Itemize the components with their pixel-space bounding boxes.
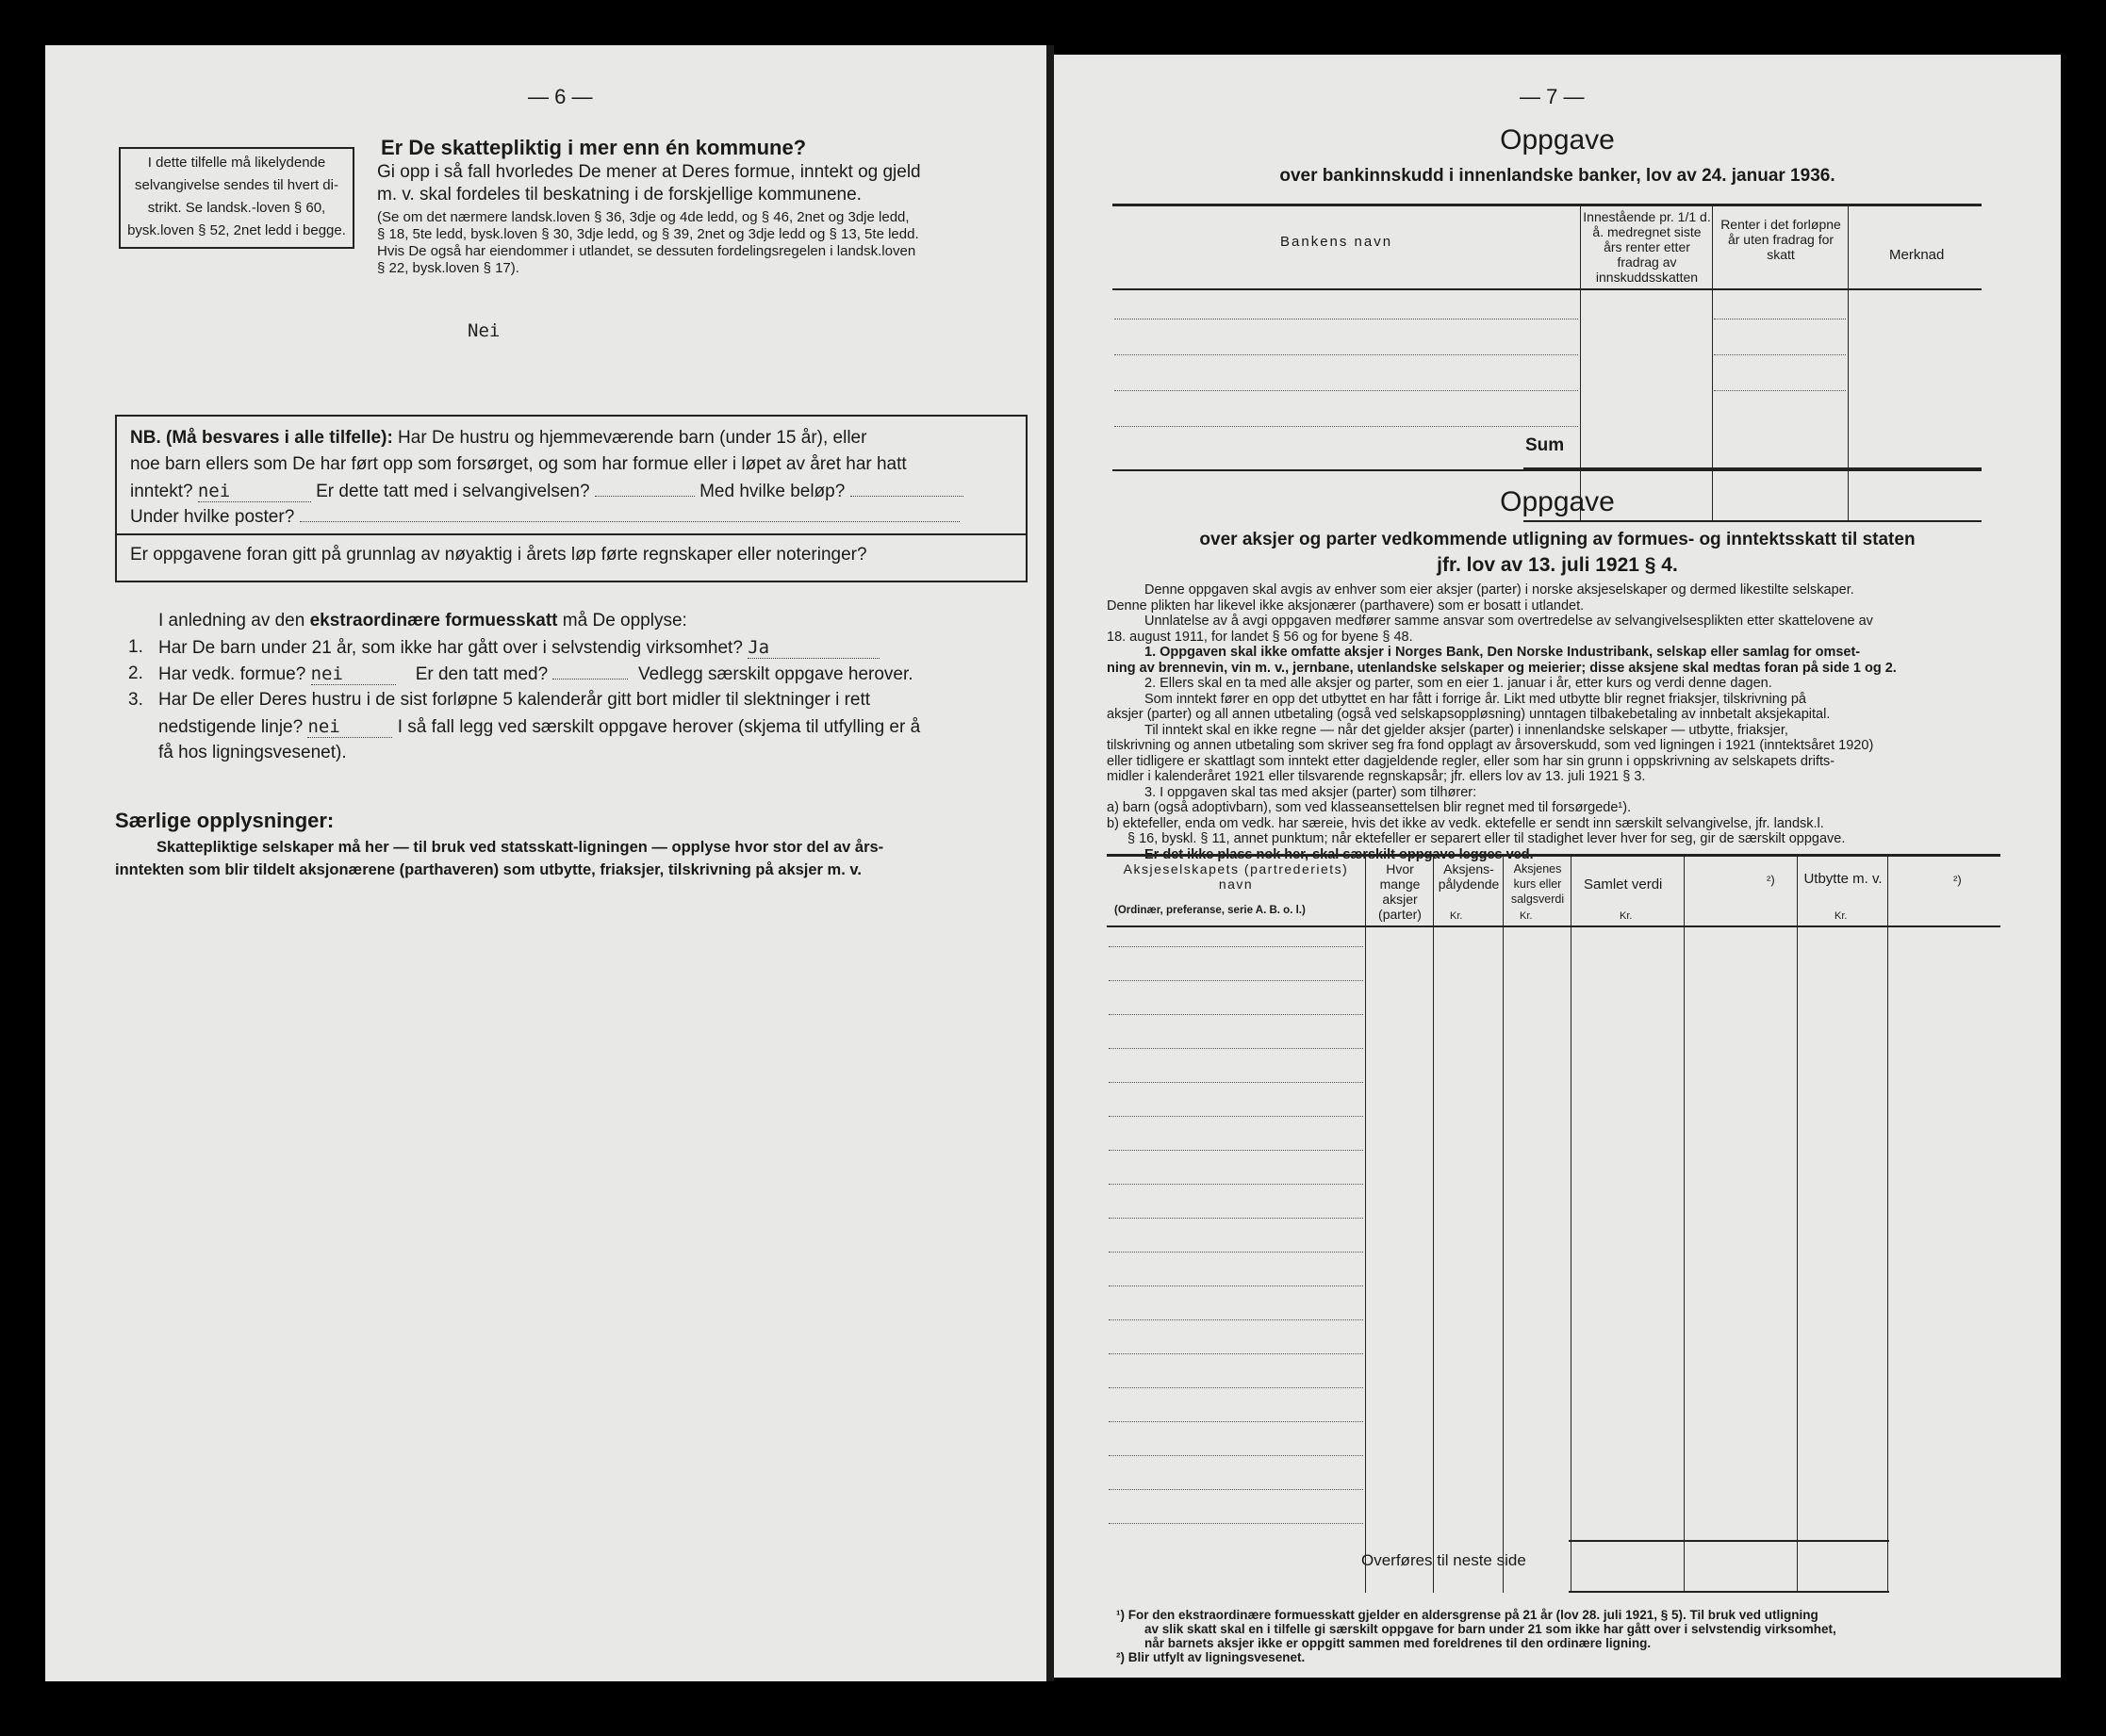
oppgave1-title: Oppgave: [1500, 124, 1615, 156]
saerlige-line: Skattepliktige selskaper må her — til bruk ved statsskatt-ligningen — opplyse hvor stor del av års-: [156, 839, 884, 856]
kr-label: Kr.: [1620, 910, 1633, 922]
text-line: Denne oppgaven skal avgis av enhver som eier aksjer (parter) i norske aksjeselskaper og dermed likestilte selskaper.: [1144, 582, 1854, 598]
col-footnote-2b: ²): [1953, 873, 1962, 887]
bank-sum-label: Sum: [1525, 435, 1565, 455]
text-line: eller tidligere er skattlagt som inntekt etter dagjeldende regler, eller som har sin grunn i oppskrivning av selskapets drifts-: [1107, 753, 1835, 769]
right-page: [1054, 55, 2061, 1678]
saerlige-title: Særlige opplysninger:: [115, 809, 335, 832]
nb-line1: Har De hustru og hjemmeværende barn (under 15 år), eller: [398, 428, 867, 448]
col-innestaende: Innestående pr. 1/1 d. å. medregnet siste års renter etter fradrag av innskuddsskatten: [1583, 209, 1711, 285]
item3-answer: nei: [307, 716, 392, 738]
aksje-row-line: [1109, 1048, 1363, 1049]
col-bankens-navn: Bankens navn: [1280, 234, 1393, 250]
text-line: b) ektefeller, enda om vedk. har særeie, hvis det ikke av vedk. ektefelle er sendt inn særskilt selvangivelse, jfr. landsk.l.: [1107, 815, 1824, 831]
nb-belop: Med hvilke beløp?: [699, 482, 846, 501]
text-line: 1. Oppgaven skal ikke omfatte aksjer i Norges Bank, Den Norske Industribank, selskap eller samlag for omset-: [1144, 645, 1861, 660]
text-line: § 16, byskl. § 11, annet punktum; når ektefeller er separert eller til stadighet lever hver for seg, gir de særskilt oppgave.: [1127, 831, 1846, 846]
item2-text-c: Vedlegg særskilt oppgave herover.: [638, 664, 913, 684]
text-line: aksjer (parter) og all annen utbetaling (også ved selskapsoppløsning) unntagen tilbakebetaling av innbetalt aksjekapital.: [1107, 707, 1831, 722]
question-small: § 22, bysk.loven § 17).: [377, 260, 519, 276]
bank-header-line: [1112, 288, 1982, 290]
aksje-col-line: [1365, 856, 1366, 1593]
aksje-row-line: [1109, 946, 1363, 947]
aksje-row-line: [1109, 1455, 1363, 1456]
item3-text-a: Har De eller Deres hustru i de sist forløpne 5 kalenderår gitt bort midler til slektninger i rett: [158, 690, 871, 710]
col-utbytte: Utbytte m. v.: [1803, 871, 1883, 887]
nb-question2: Er oppgavene foran gitt på grunnlag av nøyaktig i årets løp førte regnskaper eller noteringer?: [130, 545, 867, 565]
aksje-row-line: [1109, 1387, 1363, 1388]
nb-poster: Under hvilke poster?: [130, 507, 295, 527]
text-line: Unnlatelse av å avgi oppgaven medfører samme ansvar som overtredelse av selvangivelsesplikten etter skattelovene av: [1144, 614, 1873, 629]
nb-inntekt-answer: nei: [198, 481, 311, 502]
text-line: tilskrivning og annen utbetaling som skriver seg fra fond opplagt av årsoverskudd, som ved ligningen i 1921 (inntektsåret 1920): [1107, 738, 1874, 753]
nb-tatt-med: Er dette tatt med i selvangivelsen?: [316, 482, 590, 501]
aksje-row-line: [1109, 1421, 1363, 1422]
ekstra-intro-c: må De opplyse:: [557, 611, 687, 631]
item2-field: [552, 679, 628, 680]
col-aksjeselskap: Aksjeselskapets (partrederiets) navn: [1123, 861, 1349, 892]
col-merknad: Merknad: [1889, 247, 1945, 263]
col-paalydende: Aksjens-pålydende: [1438, 861, 1500, 892]
side-note-line: I dette tilfelle må likelydende: [147, 155, 326, 171]
text-line: Som inntekt fører en opp det utbyttet en har fått i forrige år. Likt med utbytte blir regnet friaksjer, tilskrivning på: [1144, 691, 1806, 707]
item3-text-c: I så fall legg ved særskilt oppgave herover (skjema til utfylling er å: [397, 717, 921, 737]
kr-label: Kr.: [1450, 910, 1463, 922]
footnote-line: av slik skatt skal en i tilfelle gi særskilt oppgave for barn under 21 som ikke har gått over i selvstendig virksomhet,: [1144, 1622, 1836, 1636]
kr-label: Kr.: [1835, 910, 1848, 922]
answer-nei: Nei: [468, 320, 501, 341]
side-note-line: selvangivelse sendes til hvert di-: [135, 177, 338, 193]
question-small: § 18, 5te ledd, bysk.loven § 30, 3dje ledd, og § 39, 2net og 3dje ledd og § 13, 5te ledd.: [377, 226, 919, 242]
overfores-bottom: [1569, 1591, 1889, 1593]
bank-row-line: [1114, 390, 1578, 391]
col-footnote-2a: ²): [1767, 873, 1775, 887]
aksje-table-top: [1107, 854, 2000, 857]
bank-row-line: [1114, 354, 1578, 355]
nb-box: [115, 415, 1028, 582]
bank-row-line: [1714, 354, 1846, 355]
question-title: Er De skattepliktig i mer enn én kommune?: [381, 136, 807, 159]
aksje-row-line: [1109, 1184, 1363, 1185]
item3-text-b: nedstigende linje?: [158, 717, 304, 737]
side-note-line: bysk.loven § 52, 2net ledd i begge.: [127, 222, 346, 238]
col-renter: Renter i det forløpne år uten fradrag for skatt: [1720, 217, 1841, 262]
aksje-row-line: [1109, 1082, 1363, 1083]
oppgave2-sub1: over aksjer og parter vedkommende utligning av formues- og inntektsskatt til staten: [1199, 530, 1916, 549]
aksje-col-line: [1684, 856, 1685, 1593]
item3-text-d: få hos ligningsvesenet).: [158, 743, 347, 762]
saerlige-line: inntekten som blir tildelt aksjonærene (parthaveren) som utbytte, friaksjer, tilskrivning på aksjer m. v.: [115, 861, 862, 878]
item2-text-b: Er den tatt med?: [415, 664, 549, 684]
nb-belop-field: [850, 496, 963, 497]
nb-tatt-med-field: [595, 496, 695, 497]
aksje-row-line: [1109, 1523, 1363, 1524]
item-number: 2.: [128, 663, 143, 683]
item2-text-a: Har vedk. formue?: [158, 664, 306, 684]
footnote-line: ¹) For den ekstraordinære formuesskatt gjelder en aldersgrense på 21 år (lov 28. juli 1921, § 5). Til bruk ved utligning: [1116, 1608, 1818, 1622]
aksje-col-line: [1797, 856, 1798, 1593]
item-number: 1.: [128, 637, 143, 657]
ekstra-intro-b: ekstraordinære formuesskatt: [309, 611, 558, 631]
page-fold: [1046, 45, 1054, 1681]
text-line: Denne plikten har likevel ikke aksjonærer (parthavere) som er bosatt i utlandet.: [1107, 598, 1585, 614]
bank-table-top: [1112, 204, 1982, 206]
bank-col-line: [1848, 205, 1849, 522]
footnotes: [1116, 1608, 1836, 1664]
aksje-row-line: [1109, 1353, 1363, 1354]
aksje-row-line: [1109, 1319, 1363, 1320]
text-line: 18. august 1911, for landet § 56 og for byene § 48.: [1107, 629, 1413, 645]
side-note-box: [119, 147, 354, 249]
aksje-row-line: [1109, 1489, 1363, 1490]
text-line: 3. I oppgaven skal tas med aksjer (parter) som tilhører:: [1144, 784, 1477, 800]
nb-poster-field: [300, 521, 960, 522]
bank-sum-top: [1523, 467, 1982, 469]
aksje-row-line: [1109, 1116, 1363, 1117]
item2-answer: nei: [311, 663, 396, 685]
aksje-header-line: [1107, 925, 2000, 927]
page-number-right: — 7 —: [1520, 85, 1585, 108]
text-line: Til inntekt skal en ikke regne — når det gjelder aksjer (parter) i innenlandske selskaper — utbytte, friaksjer,: [1144, 722, 1788, 738]
aksje-row-line: [1109, 1150, 1363, 1151]
item1-text: Har De barn under 21 år, som ikke har gått over i selvstendig virksomhet?: [158, 638, 743, 658]
col-aksjeselskap-small: (Ordinær, preferanse, serie A. B. o. l.): [1114, 905, 1306, 916]
nb-line2: noe barn ellers som De har ført opp som forsørget, og som har formue eller i løpet av året har hatt: [130, 454, 907, 474]
text-line: a) barn (også adoptivbarn), som ved klasseansettelsen blir regnet med til forsørgede¹).: [1107, 800, 1632, 815]
oppgave2-sub2: jfr. lov av 13. juli 1921 § 4.: [1437, 554, 1678, 576]
question-line: Gi opp i så fall hvorledes De mener at Deres formue, inntekt og gjeld: [377, 162, 921, 182]
nb-divider: [117, 533, 1026, 535]
ekstra-intro-a: I anledning av den: [158, 611, 310, 631]
col-hvor-mange: Hvor mange aksjer (parter): [1378, 861, 1422, 922]
bank-col-line: [1580, 205, 1581, 522]
item1-answer: Ja: [748, 637, 880, 659]
question-small: (Se om det nærmere landsk.loven § 36, 3dje og 4de ledd, og § 46, 2net og 3dje ledd,: [377, 209, 910, 225]
aksje-col-line: [1433, 856, 1434, 1593]
question-line: m. v. skal fordeles til beskatning i de forskjellige kommunene.: [377, 185, 862, 205]
text-line: midler i kalenderåret 1921 eller tilsvarende regnskapsår; jfr. ellers lov av 13. juli 1921 § 3.: [1107, 769, 1646, 784]
kr-label: Kr.: [1520, 910, 1533, 922]
aksje-row-line: [1109, 1014, 1363, 1015]
question-small: Hvis De også har eiendommer i utlandet, se dessuten fordelingsregelen i landsk.loven: [377, 243, 916, 259]
left-page: [45, 45, 1046, 1681]
nb-inntekt: inntekt?: [130, 482, 193, 501]
col-samlet-verdi: Samlet verdi: [1584, 876, 1663, 893]
page-number-left: — 6 —: [528, 85, 593, 108]
footnote-line: ²) Blir utfylt av ligningsvesenet.: [1116, 1650, 1306, 1664]
item-number: 3.: [128, 690, 143, 710]
oppgave2-text: [1107, 582, 2012, 862]
nb-label: NB. (Må besvares i alle tilfelle):: [130, 428, 393, 448]
footnote-line: når barnets aksjer ikke er oppgitt sammen med foreldrenes til den ordinære ligning.: [1144, 1636, 1652, 1650]
overfores-label: Overføres til neste side: [1361, 1551, 1526, 1569]
overfores-top: [1569, 1540, 1889, 1542]
oppgave2-title: Oppgave: [1500, 486, 1615, 517]
side-note-line: strikt. Se landsk.-loven § 60,: [147, 200, 326, 216]
bank-col-line: [1712, 205, 1713, 522]
aksje-row-line: [1109, 980, 1363, 981]
col-kurs: Aksjenes kurs eller salgsverdi: [1510, 862, 1565, 906]
aksje-col-line: [1887, 856, 1888, 1593]
bank-row-line: [1114, 426, 1578, 427]
text-line: 2. Ellers skal en ta med alle aksjer og parter, som en eier 1. januar i år, etter kurs og verdi denne dagen.: [1144, 676, 1772, 691]
aksje-row-line: [1109, 1252, 1363, 1253]
bank-sum-bottom: [1523, 520, 1982, 522]
text-line: ning av brennevin, vin m. v., jernbane, utenlandske selskaper og meierier; disse aksjene skal medtas foran på side 1 og 2.: [1107, 660, 1897, 676]
text-line: Er det ikke plass nok her, skal særskilt oppgave legges ved.: [1144, 846, 1534, 862]
aksje-row-line: [1109, 1218, 1363, 1219]
bank-body-bottom: [1112, 469, 1982, 471]
oppgave1-subtitle: over bankinnskudd i innenlandske banker, lov av 24. januar 1936.: [1279, 166, 1835, 186]
bank-row-line: [1714, 390, 1846, 391]
aksje-col-line: [1503, 856, 1504, 1593]
